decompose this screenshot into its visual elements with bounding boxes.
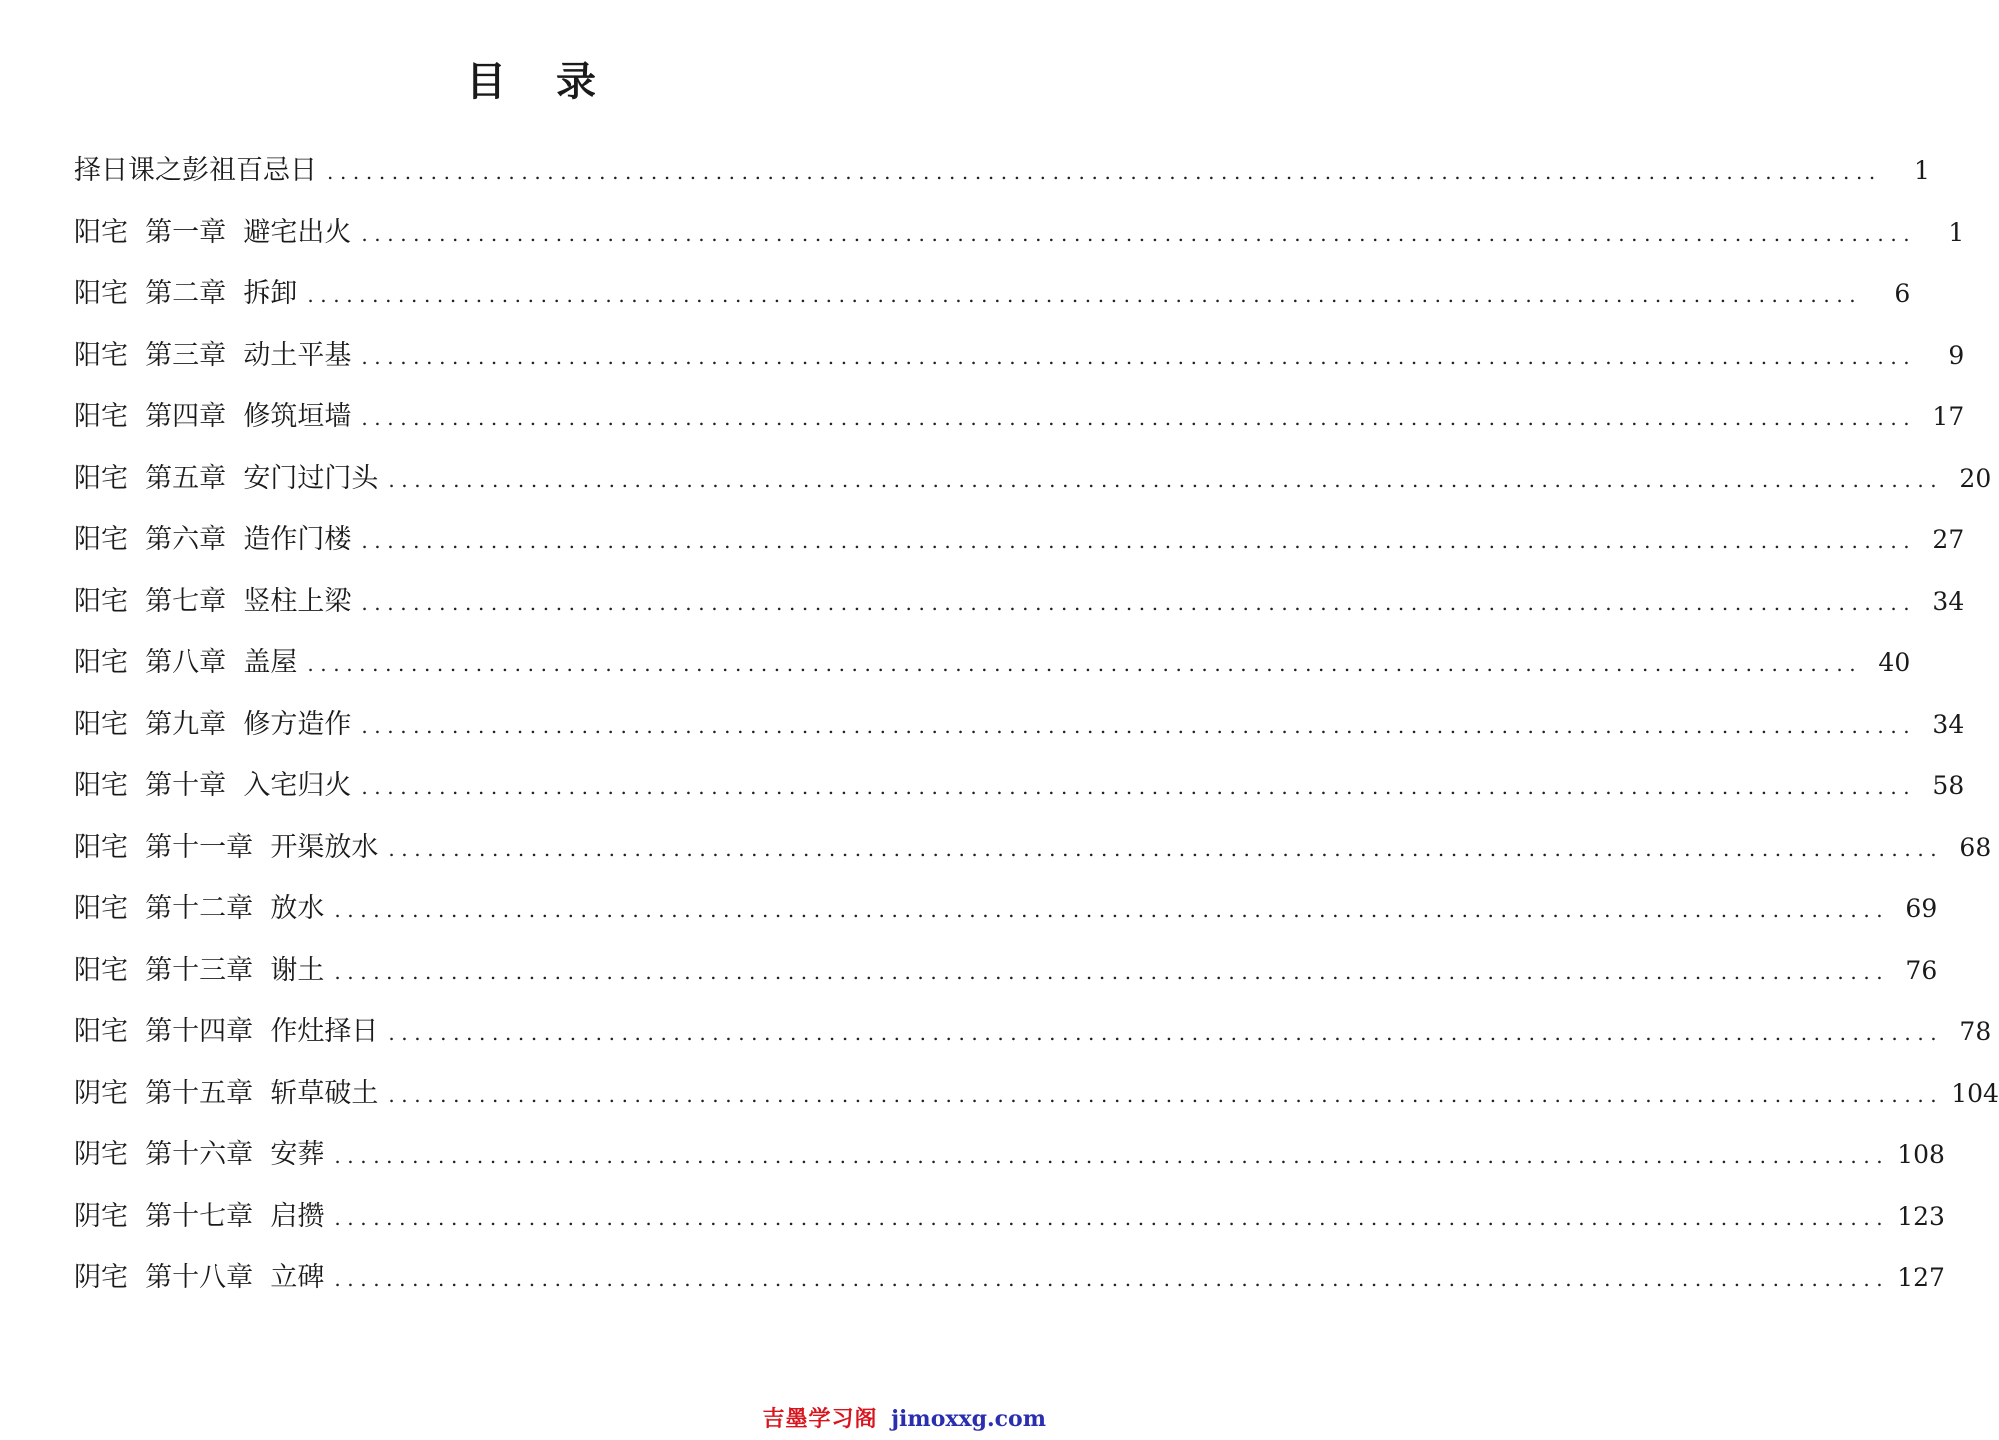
toc-page-number: 34: [1932, 709, 1965, 739]
toc-dot-leader: ........................................................................................................................: [307, 283, 1863, 307]
toc-dot-leader: ........................................................................................................................: [361, 221, 1917, 246]
toc-page-number: 1: [1948, 217, 1965, 247]
toc-dot-leader: ........................................................................................................................: [307, 652, 1863, 676]
toc-entry-title: 阳宅 第十二章 放水: [74, 893, 325, 924]
toc-entry: [74, 571, 1965, 633]
toc-dot-leader: ........................................................................................................................: [388, 467, 1944, 492]
toc-entry: [74, 878, 1938, 940]
toc-page-number: 78: [1959, 1017, 1992, 1046]
toc-dot-leader: ........................................................................................................................: [361, 713, 1917, 738]
toc-dot-leader: ........................................................................................................................: [361, 529, 1917, 553]
toc-entry-title: 阴宅 第十七章 启攒: [74, 1200, 325, 1232]
toc-page-number: 9: [1948, 340, 1965, 370]
toc-entry: [74, 263, 1911, 325]
toc-dot-leader: ........................................................................................................................: [327, 160, 1882, 184]
toc-entry: [74, 448, 1992, 510]
toc-entry: [74, 1186, 1945, 1248]
toc-entry-title: 阳宅 第三章 动土平基: [74, 339, 352, 371]
toc-entry-title: 择日课之彭祖百忌日: [74, 155, 317, 186]
toc-entry-title: 阴宅 第十五章 斩草破土: [74, 1077, 379, 1109]
toc-page-number: 123: [1897, 1201, 1945, 1231]
toc-entry: [74, 694, 1965, 756]
toc-entry-title: 阴宅 第十八章 立碑: [74, 1262, 325, 1293]
toc-page-number: 40: [1878, 648, 1911, 677]
toc-page-number: 76: [1905, 955, 1938, 985]
toc-entry: [74, 940, 1938, 1002]
toc-entry: [74, 509, 1965, 571]
toc-page-number: 34: [1932, 586, 1965, 616]
toc-entry-title: 阳宅 第六章 造作门楼: [74, 524, 352, 555]
toc-dot-leader: ........................................................................................................................: [361, 590, 1917, 615]
table-of-contents: [74, 140, 1999, 1309]
toc-page-number: 68: [1959, 832, 1992, 862]
toc-entry: [74, 202, 1965, 264]
toc-entry: [74, 140, 1930, 202]
toc-entry-title: 阴宅 第十六章 安葬: [74, 1139, 325, 1170]
toc-dot-leader: ........................................................................................................................: [334, 1144, 1890, 1168]
toc-dot-leader: ........................................................................................................................: [388, 1021, 1944, 1045]
toc-dot-leader: ........................................................................................................................: [361, 775, 1917, 799]
toc-dot-leader: ........................................................................................................................: [361, 344, 1917, 369]
toc-page-number: 69: [1905, 894, 1938, 923]
toc-page-number: 6: [1894, 279, 1911, 308]
toc-entry: [74, 1063, 1999, 1125]
page-title: 目 录: [466, 59, 614, 105]
toc-dot-leader: ........................................................................................................................: [334, 959, 1890, 984]
watermark-chinese: 吉墨学习阁: [762, 1407, 878, 1432]
toc-dot-leader: ........................................................................................................................: [361, 406, 1917, 430]
toc-entry-title: 阳宅 第八章 盖屋: [74, 647, 298, 678]
toc-page-number: 58: [1932, 771, 1965, 800]
watermark-domain: jimoxxg.com: [891, 1406, 1046, 1432]
toc-entry-title: 阳宅 第四章 修筑垣墙: [74, 401, 352, 432]
toc-dot-leader: ........................................................................................................................: [388, 836, 1944, 861]
toc-dot-leader: ........................................................................................................................: [334, 1205, 1890, 1230]
toc-entry: [74, 325, 1965, 387]
toc-page-number: 1: [1913, 156, 1930, 185]
toc-dot-leader: ........................................................................................................................: [388, 1082, 1944, 1107]
toc-entry-title: 阳宅 第五章 安门过门头: [74, 462, 379, 494]
toc-entry: [74, 817, 1992, 879]
toc-entry-title: 阳宅 第二章 拆卸: [74, 278, 298, 309]
toc-entry: [74, 1247, 1945, 1309]
toc-entry: [74, 1001, 1992, 1063]
toc-entry-title: 阳宅 第十三章 谢土: [74, 954, 325, 986]
toc-entry-title: 阳宅 第十章 入宅归火: [74, 770, 352, 801]
toc-page-number: 17: [1932, 402, 1965, 431]
toc-page-number: 27: [1932, 525, 1965, 554]
toc-page-number: 108: [1897, 1140, 1945, 1169]
toc-entry: [74, 755, 1965, 817]
toc-dot-leader: ........................................................................................................................: [334, 898, 1890, 922]
toc-entry: [74, 632, 1911, 694]
toc-page-number: 20: [1959, 463, 1992, 493]
toc-entry: [74, 386, 1965, 448]
watermark: [763, 1404, 1047, 1434]
toc-dot-leader: ........................................................................................................................: [334, 1267, 1890, 1291]
toc-entry-title: 阳宅 第七章 竖柱上梁: [74, 585, 352, 617]
toc-page-number: 127: [1897, 1263, 1945, 1292]
toc-page-number: 104: [1951, 1078, 1999, 1108]
toc-entry: [74, 1124, 1945, 1186]
toc-entry-title: 阳宅 第十四章 作灶择日: [74, 1016, 379, 1047]
toc-entry-title: 阳宅 第十一章 开渠放水: [74, 831, 379, 863]
toc-entry-title: 阳宅 第九章 修方造作: [74, 708, 352, 740]
toc-entry-title: 阳宅 第一章 避宅出火: [74, 216, 352, 248]
